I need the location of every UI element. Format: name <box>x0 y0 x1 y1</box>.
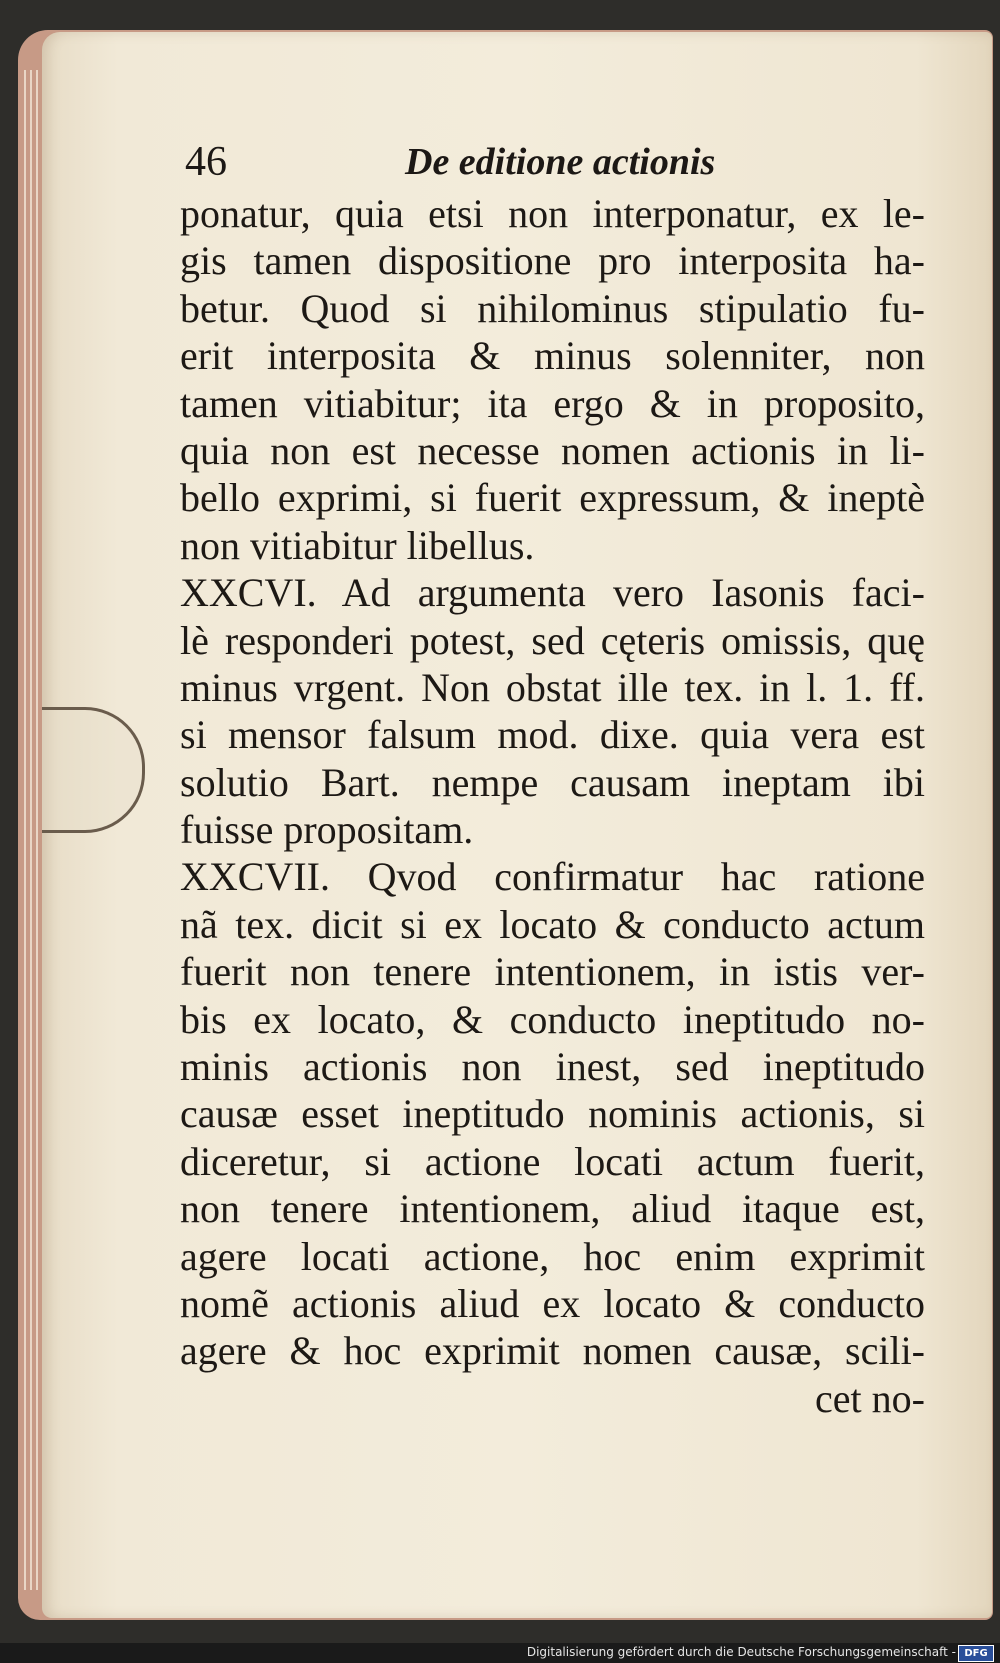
text-line: non vitiabitur libellus. <box>180 522 535 568</box>
text-line: quia non est necesse nomen actionis in li- <box>180 427 925 473</box>
funding-credit: Digitalisierung gefördert durch die Deutsche Forschungsgemeinschaft - <box>526 1645 956 1659</box>
page-edge-line <box>30 70 32 1590</box>
text-line: betur. Quod si nihilominus stipulatio fu- <box>180 285 925 331</box>
body-text <box>180 190 925 1422</box>
dfg-logo: DFG <box>958 1645 994 1662</box>
text-line: bis ex locato, & conducto ineptitudo no- <box>180 996 925 1042</box>
page-number: 46 <box>185 139 227 185</box>
page-edge-line <box>36 70 38 1590</box>
catchword: cet no- <box>815 1375 925 1421</box>
text-line: lè responderi potest, sed cęteris omissis, quę <box>180 617 925 663</box>
text-line: minis actionis non inest, sed ineptitudo <box>180 1044 925 1090</box>
text-line: tamen vitiabitur; ita ergo & in proposito, <box>180 380 925 426</box>
page-edge-line <box>24 70 26 1590</box>
text-line: erit interposita & minus solenniter, non <box>180 333 925 379</box>
text-line: bello exprimi, si fuerit expressum, & ineptè <box>180 475 925 521</box>
section-start-line: XXCVII. Qvod confirmatur hac ratione <box>180 854 925 900</box>
text-line: nã tex. dicit si ex locato & conducto actum <box>180 901 925 947</box>
text-line: nomẽ actionis aliud ex locato & conducto <box>180 1280 925 1326</box>
bookmark-clip <box>42 707 145 833</box>
running-head <box>185 138 725 188</box>
text-line: si mensor falsum mod. dixe. quia vera est <box>180 712 925 758</box>
running-title: De editione actionis <box>405 141 716 183</box>
section-start-line: XXCVI. Ad argumenta vero Iasonis faci- <box>180 570 925 616</box>
text-line: gis tamen dispositione pro interposita ha- <box>180 238 925 284</box>
text-line: causæ esset ineptitudo nominis actionis, si <box>180 1091 925 1137</box>
text-line: diceretur, si actione locati actum fuerit, <box>180 1138 925 1184</box>
text-line: agere locati actione, hoc enim exprimit <box>180 1233 925 1279</box>
text-line: solutio Bart. nempe causam ineptam ibi <box>180 759 925 805</box>
text-line: fuerit non tenere intentionem, in istis ver- <box>180 949 925 995</box>
text-line: ponatur, quia etsi non interponatur, ex le- <box>180 191 925 236</box>
digitization-footer <box>0 1643 1000 1663</box>
text-line: agere & hoc exprimit nomen causæ, scili- <box>180 1328 925 1374</box>
text-line: minus vrgent. Non obstat ille tex. in l. 1. ff. <box>180 664 925 710</box>
text-line: non tenere intentionem, aliud itaque est, <box>180 1186 925 1232</box>
text-line: fuisse propositam. <box>180 807 474 853</box>
